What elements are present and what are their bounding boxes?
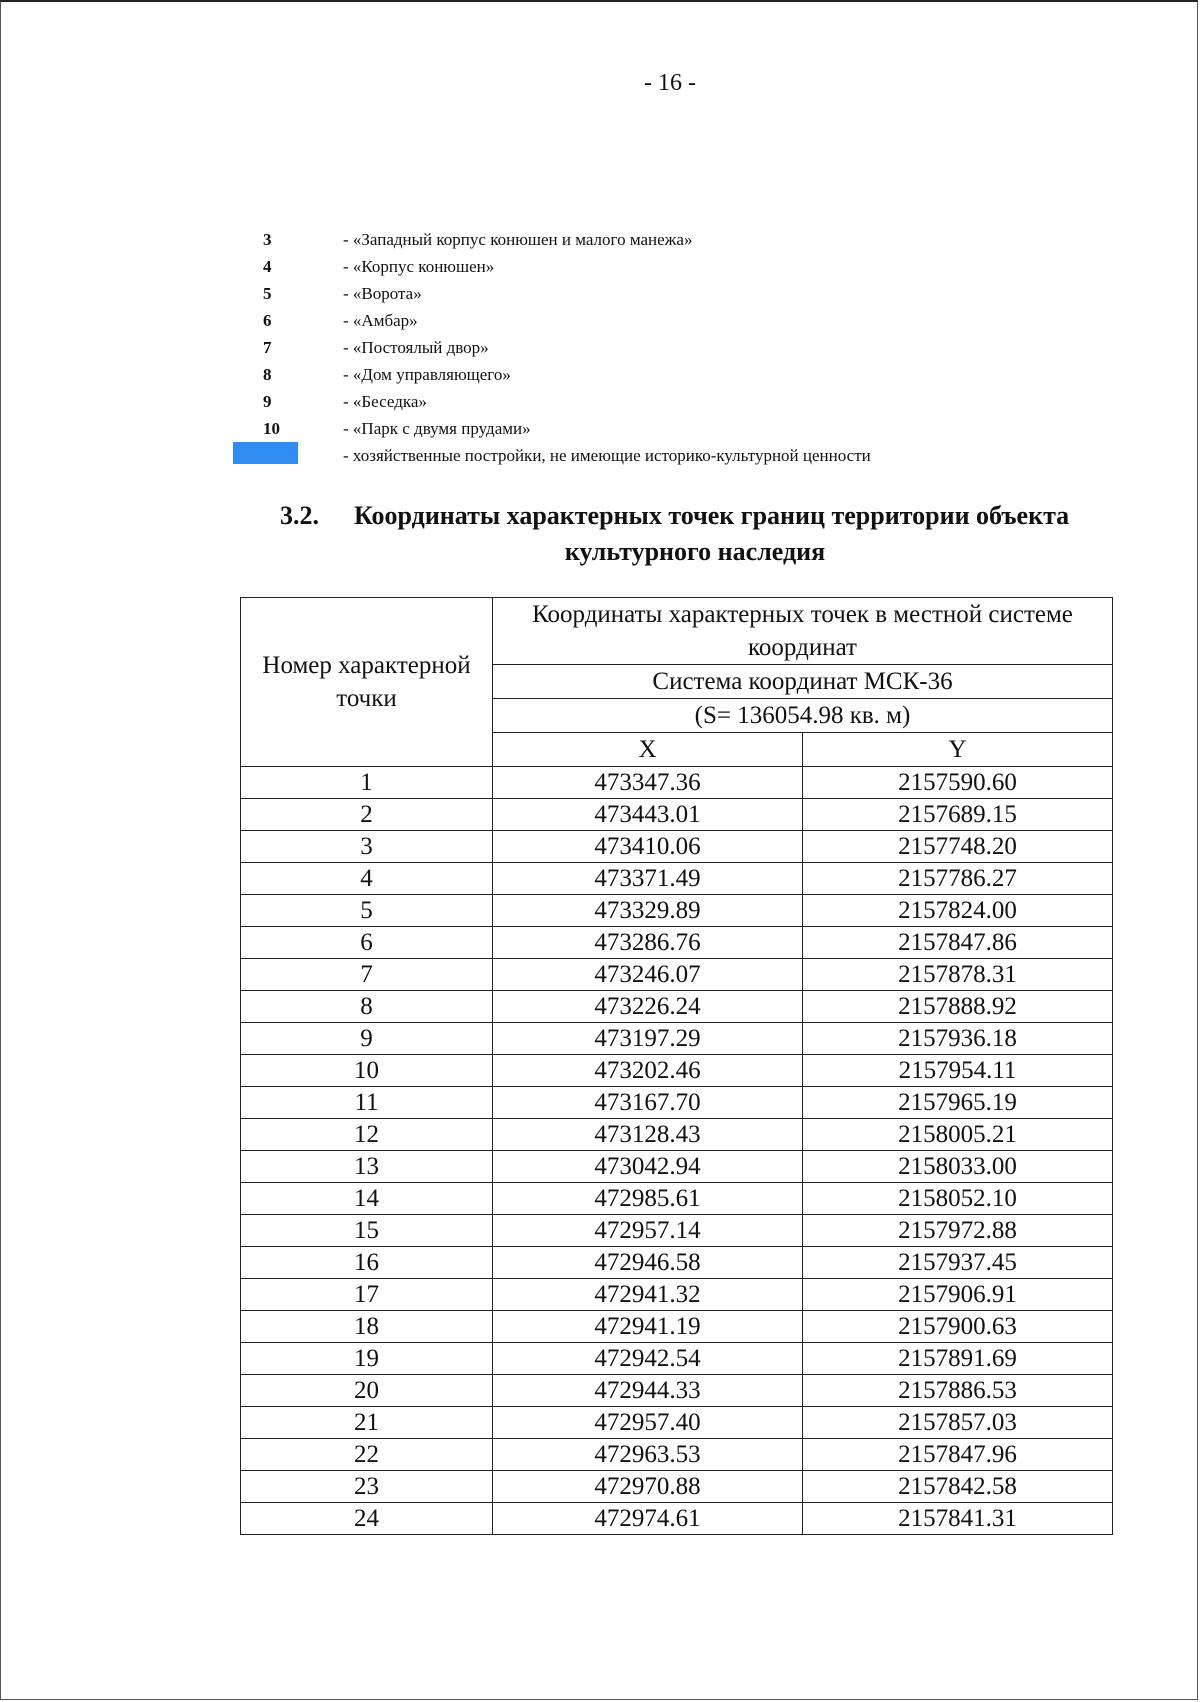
table-row: [241, 1375, 1113, 1407]
legend-item-text: - «Беседка»: [343, 391, 427, 411]
table-row: [241, 927, 1113, 959]
table-row: [241, 831, 1113, 863]
y-coordinate-cell: 2157888.92: [803, 991, 1113, 1023]
y-coordinate-cell: 2157900.63: [803, 1311, 1113, 1343]
table-row: [241, 1439, 1113, 1471]
legend-item-number: 5: [263, 283, 272, 303]
header-area: (S= 136054.98 кв. м): [493, 699, 1113, 733]
point-number-cell: 15: [241, 1215, 493, 1247]
y-coordinate-cell: 2157590.60: [803, 767, 1113, 799]
point-number-cell: 17: [241, 1279, 493, 1311]
legend-item-number: 8: [263, 364, 272, 384]
x-coordinate-cell: 473246.07: [493, 959, 803, 991]
legend-item: [233, 253, 1033, 280]
y-coordinate-cell: 2157847.86: [803, 927, 1113, 959]
table-row: [241, 1407, 1113, 1439]
table-row: [241, 895, 1113, 927]
section-heading: [280, 498, 1140, 570]
point-number-cell: 16: [241, 1247, 493, 1279]
x-coordinate-cell: 472963.53: [493, 1439, 803, 1471]
point-number-cell: 13: [241, 1151, 493, 1183]
x-coordinate-cell: 473410.06: [493, 831, 803, 863]
y-coordinate-cell: 2158033.00: [803, 1151, 1113, 1183]
y-coordinate-cell: 2157841.31: [803, 1503, 1113, 1535]
point-number-cell: 14: [241, 1183, 493, 1215]
legend-color-swatch: [233, 442, 298, 464]
x-coordinate-cell: 472942.54: [493, 1343, 803, 1375]
y-coordinate-cell: 2157824.00: [803, 895, 1113, 927]
table-row: [241, 1183, 1113, 1215]
legend-item-number: 10: [263, 418, 280, 438]
table-row: [241, 767, 1113, 799]
y-coordinate-cell: 2157936.18: [803, 1023, 1113, 1055]
point-number-cell: 21: [241, 1407, 493, 1439]
header-system: Система координат МСК-36: [493, 665, 1113, 699]
point-number-cell: 12: [241, 1119, 493, 1151]
legend-item-text: - «Постоялый двор»: [343, 337, 489, 357]
header-x: X: [493, 733, 803, 767]
table-row: [241, 1311, 1113, 1343]
header-point-number: Номер характерной точки: [241, 598, 493, 767]
point-number-cell: 18: [241, 1311, 493, 1343]
y-coordinate-cell: 2157906.91: [803, 1279, 1113, 1311]
x-coordinate-cell: 473197.29: [493, 1023, 803, 1055]
x-coordinate-cell: 473347.36: [493, 767, 803, 799]
y-coordinate-cell: 2157954.11: [803, 1055, 1113, 1087]
point-number-cell: 2: [241, 799, 493, 831]
y-coordinate-cell: 2157965.19: [803, 1087, 1113, 1119]
table-row: [241, 1055, 1113, 1087]
table-row: [241, 1247, 1113, 1279]
y-coordinate-cell: 2157847.96: [803, 1439, 1113, 1471]
point-number-cell: 23: [241, 1471, 493, 1503]
legend-item-number: 4: [263, 256, 272, 276]
x-coordinate-cell: 472974.61: [493, 1503, 803, 1535]
y-coordinate-cell: 2157886.53: [803, 1375, 1113, 1407]
y-coordinate-cell: 2157842.58: [803, 1471, 1113, 1503]
point-number-cell: 3: [241, 831, 493, 863]
table-row: [241, 1023, 1113, 1055]
x-coordinate-cell: 473443.01: [493, 799, 803, 831]
point-number-cell: 24: [241, 1503, 493, 1535]
x-coordinate-cell: 472946.58: [493, 1247, 803, 1279]
x-coordinate-cell: 472944.33: [493, 1375, 803, 1407]
legend-item: [233, 280, 1033, 307]
section-title-line2: культурного наследия: [564, 537, 826, 566]
table-body: [241, 767, 1113, 1535]
legend-item-number: 6: [263, 310, 272, 330]
table-row: [241, 991, 1113, 1023]
table-row: [241, 799, 1113, 831]
legend-item-text: - «Амбар»: [343, 310, 418, 330]
y-coordinate-cell: 2158052.10: [803, 1183, 1113, 1215]
header-coords: Координаты характерных точек в местной системе координат: [493, 598, 1113, 665]
point-number-cell: 7: [241, 959, 493, 991]
y-coordinate-cell: 2157878.31: [803, 959, 1113, 991]
legend-swatch-cell: [233, 442, 343, 469]
point-number-cell: 10: [241, 1055, 493, 1087]
x-coordinate-cell: 472941.19: [493, 1311, 803, 1343]
point-number-cell: 6: [241, 927, 493, 959]
y-coordinate-cell: 2157972.88: [803, 1215, 1113, 1247]
y-coordinate-cell: 2157748.20: [803, 831, 1113, 863]
point-number-cell: 5: [241, 895, 493, 927]
legend-item-number: 9: [263, 391, 272, 411]
legend-item: [233, 388, 1033, 415]
x-coordinate-cell: 473329.89: [493, 895, 803, 927]
y-coordinate-cell: 2157689.15: [803, 799, 1113, 831]
point-number-cell: 1: [241, 767, 493, 799]
header-y: Y: [803, 733, 1113, 767]
x-coordinate-cell: 472985.61: [493, 1183, 803, 1215]
legend-swatch-text: - хозяйственные постройки, не имеющие историко-культурной ценности: [343, 445, 871, 465]
point-number-cell: 8: [241, 991, 493, 1023]
legend-item-number: 3: [263, 229, 272, 249]
x-coordinate-cell: 472957.14: [493, 1215, 803, 1247]
legend-item: [233, 334, 1033, 361]
x-coordinate-cell: 473042.94: [493, 1151, 803, 1183]
table-row: [241, 863, 1113, 895]
y-coordinate-cell: 2157891.69: [803, 1343, 1113, 1375]
table-row: [241, 1151, 1113, 1183]
x-coordinate-cell: 473167.70: [493, 1087, 803, 1119]
y-coordinate-cell: 2157937.45: [803, 1247, 1113, 1279]
x-coordinate-cell: 472957.40: [493, 1407, 803, 1439]
table-row: [241, 1087, 1113, 1119]
table-row: [241, 1343, 1113, 1375]
x-coordinate-cell: 473226.24: [493, 991, 803, 1023]
table-row: [241, 1119, 1113, 1151]
section-title-line1: Координаты характерных точек границ территории объекта: [354, 501, 1070, 530]
legend-item: [233, 226, 1033, 253]
y-coordinate-cell: 2157786.27: [803, 863, 1113, 895]
x-coordinate-cell: 472941.32: [493, 1279, 803, 1311]
legend-item-text: - «Западный корпус конюшен и малого манежа»: [343, 229, 693, 249]
x-coordinate-cell: 472970.88: [493, 1471, 803, 1503]
point-number-cell: 9: [241, 1023, 493, 1055]
point-number-cell: 20: [241, 1375, 493, 1407]
legend-item: [233, 361, 1033, 388]
table-row: [241, 1503, 1113, 1535]
table-row: [241, 1279, 1113, 1311]
y-coordinate-cell: 2157857.03: [803, 1407, 1113, 1439]
page-number: - 16 -: [644, 70, 696, 96]
legend-item: [233, 415, 1033, 442]
legend-item-text: - «Дом управляющего»: [343, 364, 511, 384]
legend-item-text: - «Парк с двумя прудами»: [343, 418, 531, 438]
table-row: [241, 959, 1113, 991]
legend-item-swatch: [233, 442, 1033, 469]
legend-item: [233, 307, 1033, 334]
point-number-cell: 4: [241, 863, 493, 895]
point-number-cell: 19: [241, 1343, 493, 1375]
coordinates-table: [240, 597, 1113, 1535]
x-coordinate-cell: 473371.49: [493, 863, 803, 895]
legend: [233, 226, 1033, 469]
point-number-cell: 22: [241, 1439, 493, 1471]
table-row: [241, 1215, 1113, 1247]
legend-item-text: - «Корпус конюшен»: [343, 256, 495, 276]
y-coordinate-cell: 2158005.21: [803, 1119, 1113, 1151]
x-coordinate-cell: 473202.46: [493, 1055, 803, 1087]
point-number-cell: 11: [241, 1087, 493, 1119]
x-coordinate-cell: 473286.76: [493, 927, 803, 959]
legend-item-text: - «Ворота»: [343, 283, 422, 303]
x-coordinate-cell: 473128.43: [493, 1119, 803, 1151]
table-row: [241, 1471, 1113, 1503]
section-number: 3.2.: [280, 501, 319, 530]
legend-item-number: 7: [263, 337, 272, 357]
